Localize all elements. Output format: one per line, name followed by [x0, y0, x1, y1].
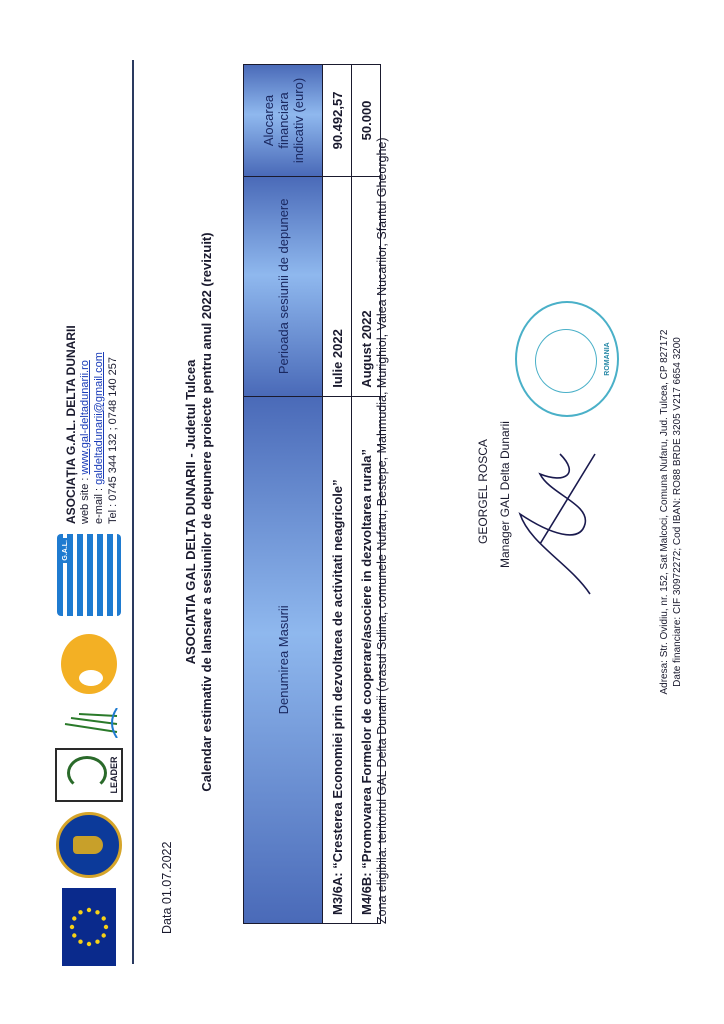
- website-link[interactable]: www.gal-deltadunarii.ro: [79, 360, 91, 475]
- eligible-zone-note: Zona eligibila: teritoriul GAL Delta Dunarii (orasul Sulina, comunele Nufaru, Bestepe, Mahmudia, Murighiol, Valea Nucarilor, Sfantul Gheorghe): [375, 137, 389, 924]
- measure-cell: M4/6B: “Promovarea Formelor de cooperare/asociere in dezvoltarea rurala”: [352, 396, 381, 923]
- header-divider: [132, 60, 134, 964]
- footer-financial: Date financiare: CIF 30972272; Cod IBAN: RO88 BRDE 3205 V217 6654 3200: [672, 337, 683, 687]
- gal-delta-logo: [57, 534, 121, 616]
- reed-icon: [57, 708, 121, 738]
- period-cell: August 2022: [352, 176, 381, 396]
- email-label: e-mail :: [93, 487, 105, 524]
- sun-logo: [57, 626, 121, 698]
- handwritten-signature: [510, 424, 610, 604]
- period-cell: Iulie 2022: [323, 176, 352, 396]
- leader-logo-text: LEADER: [109, 756, 119, 794]
- website-line: [78, 244, 92, 524]
- org-name: ASOCIAȚIA G.A.L. DELTA DUNARII: [64, 325, 78, 524]
- reed-logo: [57, 708, 121, 738]
- phone-line: Tel : 0745 344 132 ; 0748 140 257: [107, 357, 119, 524]
- calendar-table: [243, 64, 381, 924]
- document-subtitle: Calendar estimativ de lansare a sesiunilor de depunere proiecte pentru anul 2022 (revizuit): [199, 232, 214, 792]
- header-allocation: Alocarea financiara indicativ (euro): [244, 65, 323, 177]
- document-title: ASOCIATIA GAL DELTA DUNARII - Judetul Tulcea: [183, 359, 198, 665]
- allocation-cell: 90.492,57: [323, 65, 352, 177]
- logo-strip: [50, 534, 128, 966]
- eu-stars-icon: [67, 905, 111, 949]
- document-date: Data 01.07.2022: [160, 841, 174, 934]
- eu-flag-logo: [62, 888, 116, 966]
- header-measure: Denumirea Masurii: [244, 396, 323, 923]
- seal-text: ROMANIA: [604, 342, 611, 376]
- romania-coat-of-arms-logo: [56, 812, 122, 878]
- signatory-name: GEORGEL ROSCA: [476, 439, 490, 544]
- table-header-row: [244, 65, 323, 924]
- organization-contact: [64, 244, 120, 524]
- allocation-cell: 50.000: [352, 65, 381, 177]
- leader-logo: [55, 748, 123, 802]
- signatory-role: Manager GAL Delta Dunarii: [498, 421, 512, 568]
- measure-cell: M3/6A: “Cresterea Economiei prin dezvoltarea de activitati neagricole”: [323, 396, 352, 923]
- gal-logo-text: G.A.L.: [62, 540, 69, 561]
- email-link[interactable]: galdeltadunarii@gmail.com: [93, 352, 105, 485]
- footer: [658, 0, 684, 1024]
- table-row: [323, 65, 352, 924]
- website-label: web site :: [79, 477, 91, 524]
- email-line: [92, 244, 106, 524]
- footer-address: Adresa: Str. Ovidiu, nr. 152, Sat Malcoci, Comuna Nufaru, Jud. Tulcea, CP 827172: [659, 329, 670, 695]
- official-seal: [515, 301, 619, 417]
- header-period: Perioada sesiunii de depunere: [244, 176, 323, 396]
